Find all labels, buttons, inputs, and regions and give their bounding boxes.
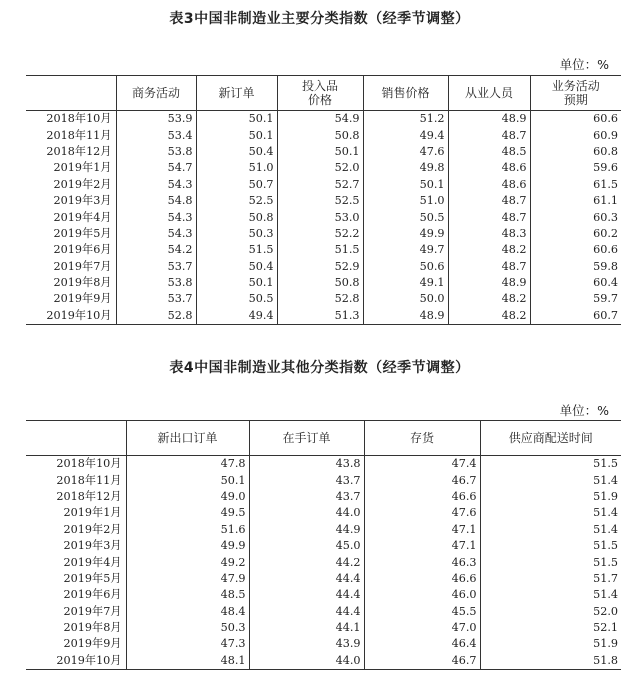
table-cell: 43.8 bbox=[249, 456, 364, 473]
table-cell: 59.8 bbox=[530, 259, 621, 275]
table-cell: 44.0 bbox=[249, 653, 364, 670]
table-cell: 52.5 bbox=[277, 193, 363, 209]
table-cell: 50.1 bbox=[363, 177, 448, 193]
table-cell: 46.4 bbox=[364, 636, 480, 652]
table-cell: 60.6 bbox=[530, 111, 621, 128]
table-cell: 51.5 bbox=[480, 456, 621, 473]
table-row bbox=[26, 291, 621, 307]
table-cell: 51.9 bbox=[480, 489, 621, 505]
table4-unit: 单位：% bbox=[559, 403, 609, 418]
table-cell: 50.3 bbox=[196, 226, 277, 242]
table-cell: 48.2 bbox=[448, 242, 530, 258]
table-cell: 47.1 bbox=[364, 538, 480, 554]
table-cell: 59.6 bbox=[530, 160, 621, 176]
table-cell: 47.0 bbox=[364, 620, 480, 636]
table-row bbox=[26, 456, 621, 473]
table-cell: 52.7 bbox=[277, 177, 363, 193]
table-cell: 54.9 bbox=[277, 111, 363, 128]
table-cell: 48.7 bbox=[448, 127, 530, 143]
table-cell: 51.7 bbox=[480, 571, 621, 587]
table4-header-cell: 存货 bbox=[364, 421, 480, 456]
table-cell: 50.7 bbox=[196, 177, 277, 193]
table-row bbox=[26, 604, 621, 620]
table4-header-row bbox=[26, 421, 621, 456]
row-month-label: 2019年8月 bbox=[63, 621, 122, 635]
row-month-label: 2019年9月 bbox=[53, 292, 112, 306]
table4-header-cell: 供应商配送时间 bbox=[480, 421, 621, 456]
table-cell: 51.5 bbox=[277, 242, 363, 258]
table-cell: 51.5 bbox=[480, 538, 621, 554]
table-row bbox=[26, 259, 621, 275]
table-cell: 44.4 bbox=[249, 571, 364, 587]
table-cell: 48.6 bbox=[448, 160, 530, 176]
table-cell: 53.4 bbox=[116, 127, 196, 143]
table-cell: 60.7 bbox=[530, 308, 621, 325]
table-row bbox=[26, 505, 621, 521]
table-row bbox=[26, 242, 621, 258]
table-row bbox=[26, 177, 621, 193]
table-row bbox=[26, 308, 621, 325]
table-cell: 49.1 bbox=[363, 275, 448, 291]
table-cell: 49.9 bbox=[363, 226, 448, 242]
table4-title: 表4中国非制造业其他分类指数（经季节调整） bbox=[169, 360, 470, 376]
table-cell: 54.3 bbox=[116, 226, 196, 242]
table-cell: 60.8 bbox=[530, 144, 621, 160]
table-cell: 46.6 bbox=[364, 571, 480, 587]
table4-body bbox=[26, 456, 621, 670]
table-cell: 54.3 bbox=[116, 177, 196, 193]
table-cell: 48.2 bbox=[448, 308, 530, 325]
table3-header-cell: 新订单 bbox=[196, 76, 277, 111]
table-cell: 49.7 bbox=[363, 242, 448, 258]
table-cell: 43.7 bbox=[249, 489, 364, 505]
table-row bbox=[26, 636, 621, 652]
table-cell: 53.7 bbox=[116, 291, 196, 307]
table-cell: 47.6 bbox=[364, 505, 480, 521]
table-cell: 51.0 bbox=[363, 193, 448, 209]
table-cell: 49.4 bbox=[363, 127, 448, 143]
table-cell: 48.9 bbox=[363, 308, 448, 325]
table-cell: 48.3 bbox=[448, 226, 530, 242]
table-cell: 49.8 bbox=[363, 160, 448, 176]
table3-unit: 单位：% bbox=[559, 57, 609, 72]
table-cell: 51.8 bbox=[480, 653, 621, 670]
table-cell: 47.3 bbox=[126, 636, 249, 652]
table-cell: 50.1 bbox=[126, 472, 249, 488]
table-cell: 51.4 bbox=[480, 472, 621, 488]
table-cell: 48.2 bbox=[448, 291, 530, 307]
table-cell: 60.9 bbox=[530, 127, 621, 143]
table-cell: 60.4 bbox=[530, 275, 621, 291]
row-month-label: 2019年6月 bbox=[53, 243, 112, 257]
table-cell: 51.3 bbox=[277, 308, 363, 325]
table-cell: 52.1 bbox=[480, 620, 621, 636]
table-row bbox=[26, 538, 621, 554]
table-cell: 50.8 bbox=[277, 275, 363, 291]
table-cell: 44.4 bbox=[249, 587, 364, 603]
table-cell: 52.0 bbox=[277, 160, 363, 176]
table-cell: 54.7 bbox=[116, 160, 196, 176]
table-cell: 46.3 bbox=[364, 554, 480, 570]
table-cell: 48.9 bbox=[448, 275, 530, 291]
table-cell: 52.8 bbox=[277, 291, 363, 307]
table-row bbox=[26, 653, 621, 670]
row-month-label: 2018年10月 bbox=[56, 457, 122, 471]
table-cell: 54.2 bbox=[116, 242, 196, 258]
table-cell: 43.9 bbox=[249, 636, 364, 652]
table-cell: 52.5 bbox=[196, 193, 277, 209]
table-cell: 52.2 bbox=[277, 226, 363, 242]
table-cell: 45.0 bbox=[249, 538, 364, 554]
row-month-label: 2019年7月 bbox=[63, 604, 122, 618]
table-cell: 60.2 bbox=[530, 226, 621, 242]
table-cell: 49.4 bbox=[196, 308, 277, 325]
table-cell: 49.0 bbox=[126, 489, 249, 505]
table-cell: 48.9 bbox=[448, 111, 530, 128]
table-cell: 60.6 bbox=[530, 242, 621, 258]
row-month-label: 2019年5月 bbox=[53, 226, 112, 240]
table-cell: 60.3 bbox=[530, 209, 621, 225]
row-month-label: 2018年11月 bbox=[56, 473, 122, 487]
table3-header-corner bbox=[26, 76, 116, 111]
row-month-label: 2019年2月 bbox=[53, 177, 112, 191]
row-month-label: 2019年10月 bbox=[26, 653, 126, 670]
table-cell: 44.9 bbox=[249, 522, 364, 538]
table3-title: 表3中国非制造业主要分类指数（经季节调整） bbox=[169, 11, 470, 27]
table-cell: 61.1 bbox=[530, 193, 621, 209]
table3-header-cell: 商务活动 bbox=[116, 76, 196, 111]
table-cell: 46.0 bbox=[364, 587, 480, 603]
table-row bbox=[26, 489, 621, 505]
table4-header-cell: 新出口订单 bbox=[126, 421, 249, 456]
table-cell: 52.0 bbox=[480, 604, 621, 620]
table-cell: 47.1 bbox=[364, 522, 480, 538]
row-month-label: 2019年8月 bbox=[53, 276, 112, 290]
table-row bbox=[26, 160, 621, 176]
table-cell: 50.5 bbox=[363, 209, 448, 225]
table-cell: 51.5 bbox=[196, 242, 277, 258]
table-cell: 51.4 bbox=[480, 587, 621, 603]
table-cell: 44.4 bbox=[249, 604, 364, 620]
table4 bbox=[26, 420, 621, 670]
table-cell: 50.3 bbox=[126, 620, 249, 636]
table3-header-cell: 投入品 价格 bbox=[277, 76, 363, 111]
table-row bbox=[26, 472, 621, 488]
table-cell: 50.6 bbox=[363, 259, 448, 275]
table-cell: 50.0 bbox=[363, 291, 448, 307]
table-cell: 50.5 bbox=[196, 291, 277, 307]
table-cell: 61.5 bbox=[530, 177, 621, 193]
table-cell: 47.6 bbox=[363, 144, 448, 160]
table-cell: 48.4 bbox=[126, 604, 249, 620]
table-cell: 47.9 bbox=[126, 571, 249, 587]
table-cell: 50.4 bbox=[196, 259, 277, 275]
table-cell: 59.7 bbox=[530, 291, 621, 307]
table-cell: 51.4 bbox=[480, 522, 621, 538]
row-month-label: 2018年12月 bbox=[46, 144, 112, 158]
table-cell: 50.1 bbox=[196, 111, 277, 128]
table-cell: 53.8 bbox=[116, 275, 196, 291]
table-cell: 53.7 bbox=[116, 259, 196, 275]
table-row bbox=[26, 571, 621, 587]
table-cell: 49.9 bbox=[126, 538, 249, 554]
table-row bbox=[26, 275, 621, 291]
row-month-label: 2019年3月 bbox=[63, 539, 122, 553]
table-cell: 50.1 bbox=[196, 275, 277, 291]
table4-header-cell: 在手订单 bbox=[249, 421, 364, 456]
table-cell: 43.7 bbox=[249, 472, 364, 488]
table-row bbox=[26, 111, 621, 128]
table-cell: 48.5 bbox=[126, 587, 249, 603]
table-cell: 50.1 bbox=[277, 144, 363, 160]
table-cell: 50.4 bbox=[196, 144, 277, 160]
table-cell: 51.0 bbox=[196, 160, 277, 176]
table-cell: 51.5 bbox=[480, 554, 621, 570]
table-cell: 45.5 bbox=[364, 604, 480, 620]
row-month-label: 2019年1月 bbox=[63, 506, 122, 520]
table-row bbox=[26, 226, 621, 242]
table-cell: 47.8 bbox=[126, 456, 249, 473]
table-cell: 48.5 bbox=[448, 144, 530, 160]
table-cell: 52.8 bbox=[116, 308, 196, 325]
table-cell: 50.1 bbox=[196, 127, 277, 143]
table-row bbox=[26, 620, 621, 636]
row-month-label: 2019年9月 bbox=[63, 637, 122, 651]
row-month-label: 2019年6月 bbox=[63, 588, 122, 602]
row-month-label: 2019年3月 bbox=[53, 194, 112, 208]
table-cell: 54.8 bbox=[116, 193, 196, 209]
row-month-label: 2018年12月 bbox=[56, 489, 122, 503]
table-cell: 44.2 bbox=[249, 554, 364, 570]
table3 bbox=[26, 75, 621, 325]
table-cell: 44.0 bbox=[249, 505, 364, 521]
table-cell: 47.4 bbox=[364, 456, 480, 473]
table3-header-row bbox=[26, 76, 621, 111]
table-row bbox=[26, 522, 621, 538]
table-cell: 46.7 bbox=[364, 472, 480, 488]
row-month-label: 2018年10月 bbox=[46, 112, 112, 126]
table3-header-cell: 从业人员 bbox=[448, 76, 530, 111]
table-cell: 44.1 bbox=[249, 620, 364, 636]
row-month-label: 2019年2月 bbox=[63, 522, 122, 536]
table3-body bbox=[26, 111, 621, 325]
table-cell: 51.4 bbox=[480, 505, 621, 521]
table-cell: 48.7 bbox=[448, 209, 530, 225]
table-cell: 50.8 bbox=[277, 127, 363, 143]
table-cell: 50.8 bbox=[196, 209, 277, 225]
row-month-label: 2019年4月 bbox=[53, 210, 112, 224]
table3-header-cell: 销售价格 bbox=[363, 76, 448, 111]
table-row bbox=[26, 587, 621, 603]
row-month-label: 2019年10月 bbox=[26, 308, 116, 325]
row-month-label: 2019年7月 bbox=[53, 259, 112, 273]
table-row bbox=[26, 193, 621, 209]
row-month-label: 2019年4月 bbox=[63, 555, 122, 569]
table-cell: 48.6 bbox=[448, 177, 530, 193]
table-cell: 51.6 bbox=[126, 522, 249, 538]
table-cell: 53.0 bbox=[277, 209, 363, 225]
table-cell: 54.3 bbox=[116, 209, 196, 225]
row-month-label: 2019年1月 bbox=[53, 161, 112, 175]
table-row bbox=[26, 209, 621, 225]
table-cell: 48.7 bbox=[448, 259, 530, 275]
table-cell: 51.2 bbox=[363, 111, 448, 128]
row-month-label: 2018年11月 bbox=[46, 128, 112, 142]
table-row bbox=[26, 144, 621, 160]
table-cell: 46.7 bbox=[364, 653, 480, 670]
table-cell: 46.6 bbox=[364, 489, 480, 505]
row-month-label: 2019年5月 bbox=[63, 571, 122, 585]
table-cell: 52.9 bbox=[277, 259, 363, 275]
table4-header-corner bbox=[26, 421, 126, 456]
table-row bbox=[26, 554, 621, 570]
table3-header-cell: 业务活动 预期 bbox=[530, 76, 621, 111]
table-cell: 49.5 bbox=[126, 505, 249, 521]
table-cell: 51.9 bbox=[480, 636, 621, 652]
table-cell: 53.8 bbox=[116, 144, 196, 160]
table-cell: 49.2 bbox=[126, 554, 249, 570]
table-cell: 48.1 bbox=[126, 653, 249, 670]
table-cell: 53.9 bbox=[116, 111, 196, 128]
table-row bbox=[26, 127, 621, 143]
table-cell: 48.7 bbox=[448, 193, 530, 209]
